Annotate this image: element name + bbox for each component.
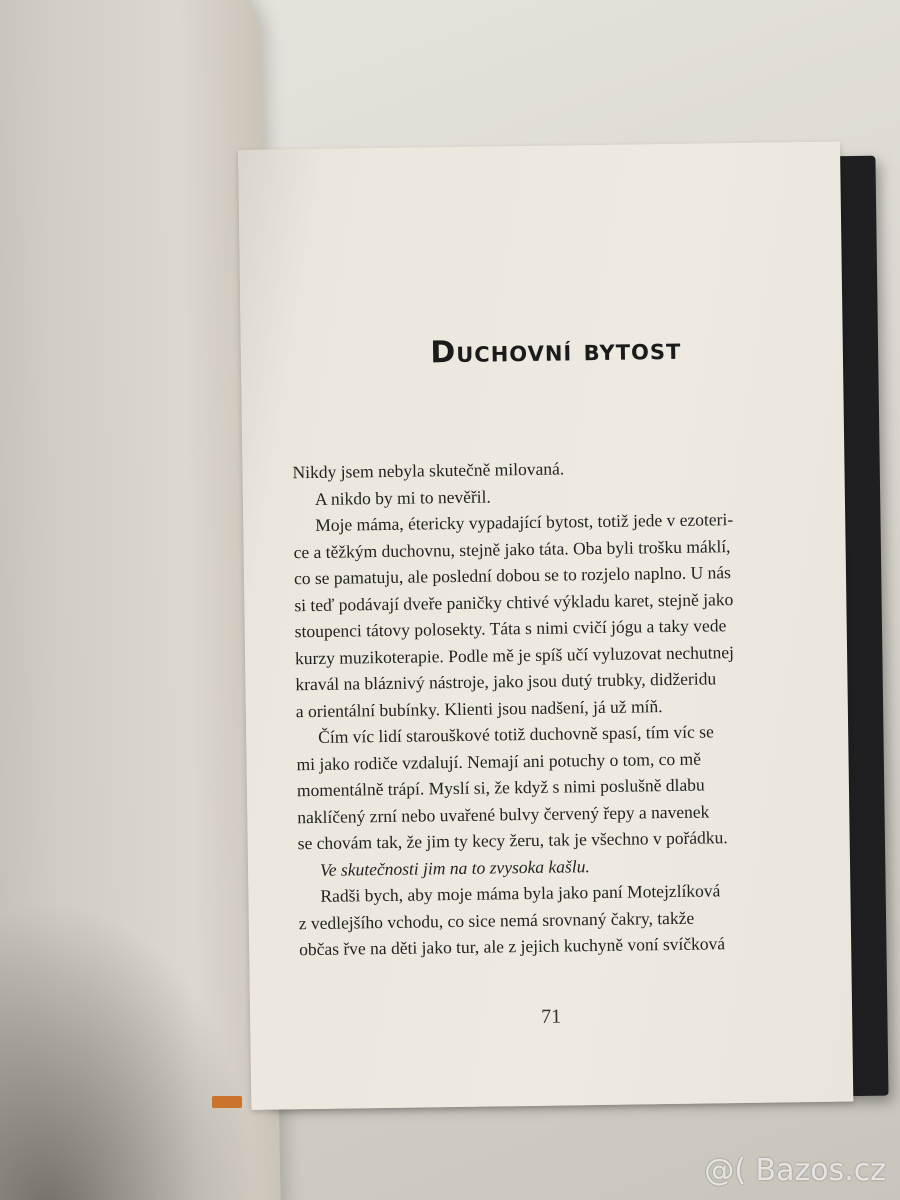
text-line: stoupenci tátovy polosekty. Táta s nimi cvičí jógu a taky vede bbox=[294, 615, 727, 642]
page-number: 71 bbox=[540, 1005, 562, 1028]
text-line: kurzy muzikoterapie. Podle mě je spíš učí vyluzovat nechutnej bbox=[294, 641, 735, 668]
chapter-title: Duchovní bytost bbox=[430, 331, 682, 371]
text-line: naklíčený zrní nebo uvařené bulvy červený řepy a navenek bbox=[297, 800, 710, 827]
text-line: Nikdy jsem nebyla skutečně milovaná. bbox=[292, 458, 565, 483]
text-line: Radši bych, aby moje máma byla jako paní Motejzlíková bbox=[320, 880, 721, 906]
text-line: kravál na bláznivý nástroje, jako jsou dutý trubky, didžeridu bbox=[295, 668, 717, 695]
watermark: @( Bazos.cz bbox=[704, 1153, 886, 1188]
text-line: co se pamatuju, ale poslední dobou se to rozjelo naplno. U nás bbox=[293, 562, 732, 589]
book-page bbox=[238, 142, 853, 1110]
text-line: Ve skutečnosti jim na to zvysoka kašlu. bbox=[319, 855, 590, 880]
text-line: A nikdo by mi to nevěřil. bbox=[314, 486, 491, 509]
text-line: si teď podávají dveře paničky chtivé výkladu karet, stejně jako bbox=[294, 588, 734, 615]
text-line: mi jako rodiče vzdalují. Nemají ani potuchy o tom, co mě bbox=[296, 748, 702, 774]
text-line: občas řve na děti jako tur, ale z jejich kuchyně voní svíčková bbox=[299, 933, 726, 960]
bookmark-edge bbox=[212, 1096, 242, 1108]
text-line: Moje máma, étericky vypadající bytost, totiž jede v ezoteri- bbox=[315, 509, 734, 535]
text-line: momentálně trápí. Myslí si, že když s nimi poslušně dlabu bbox=[296, 774, 705, 801]
text-line: z vedlejšího vchodu, co sice nemá srovnaný čakry, takže bbox=[298, 907, 695, 933]
text-line: Čím víc lidí starouškové totiž duchovně spasí, tím víc se bbox=[318, 721, 714, 747]
chapter-body bbox=[292, 452, 809, 963]
shadow bbox=[0, 900, 260, 1200]
text-line: se chovám tak, že jim ty kecy žeru, tak je všechno v pořádku. bbox=[297, 827, 728, 854]
text-line: a orientální bubínky. Klienti jsou nadšení, já už míň. bbox=[295, 695, 663, 721]
text-line: ce a těžkým duchovnu, stejně jako táta. Oba byli trošku máklí, bbox=[293, 535, 731, 562]
